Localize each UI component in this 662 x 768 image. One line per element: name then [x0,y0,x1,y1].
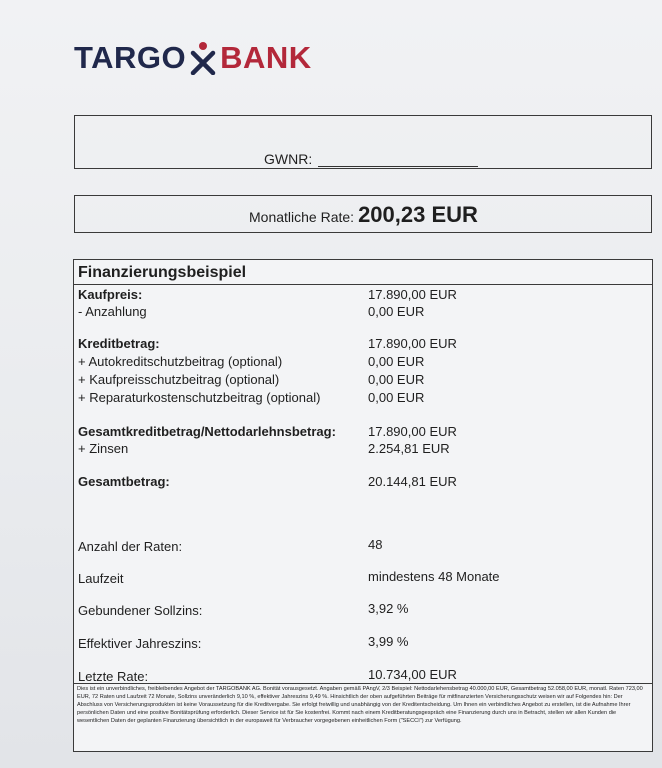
financing-example-box [73,259,653,752]
gwnr-label: GWNR: [264,151,313,167]
row-value: mindestens 48 Monate [368,569,500,584]
row-value: 20.144,81 EUR [368,474,457,489]
row-value: 10.734,00 EUR [368,667,457,682]
financing-title: Finanzierungsbeispiel [78,264,247,281]
gwnr-field [264,151,478,167]
monthly-rate-value: 200,23 EUR [358,202,478,227]
logo-text-targo: TARGO [74,40,187,75]
row-value: 0,00 EUR [368,372,425,387]
row-value: 3,92 % [368,601,409,616]
gwnr-box [74,115,652,169]
row-value: 48 [368,537,383,552]
monthly-rate [249,202,478,228]
row-value: 0,00 EUR [368,304,425,319]
row-label: Kaufpreis: [78,287,143,302]
row-label: Gebundener Sollzins: [78,603,203,618]
row-label: Gesamtkreditbetrag/Nettodarlehnsbetrag: [78,424,336,439]
row-value: 17.890,00 EUR [368,336,457,351]
row-value: 0,00 EUR [368,354,425,369]
title-divider [74,284,652,285]
row-label: Laufzeit [78,571,124,586]
monthly-rate-label: Monatliche Rate: [249,209,355,225]
row-label: + Autokreditschutzbeitrag (optional) [78,354,283,369]
monthly-rate-box [74,195,652,233]
row-label: Gesamtbetrag: [78,474,170,489]
row-label: Anzahl der Raten: [78,539,183,554]
row-label: - Anzahlung [78,304,147,319]
gwnr-blank-line [318,152,478,167]
row-label: + Zinsen [78,441,129,456]
row-label: + Kaufpreisschutzbeitrag (optional) [78,372,280,387]
targobank-logo [74,40,312,76]
disclaimer-text: Dies ist ein unverbindliches, freibleibendes Angebot der TARGOBANK AG. Bonität vorausgesetzt. Angaben gemäß PAngV, 2/3 Beispiel: Nettodarlehensbetrag 40.000,00 EUR, Gesamtbetrag 52.058,00 EUR, monatl. Raten 723,00 EUR, 72 Raten und Laufzeit 72 Monate, Sollzins unveränderlich 9,10 %, effektiver Jahreszins 9,49 %. Hinsichtlich der oben aufgeführten Beiträge für mitfinanzierten Versicherungsschutz weisen wir auf Folgendes hin: Der Abschluss von Versicherungsprodukten ist keine Voraussetzung für die Kreditvergabe. Sie erfolgt freiwillig und unabhängig von der Kreditentscheidung. Um Ihnen ein verbindliches Angebot zu erstellen, ist die Aufnahme Ihrer persönlichen Daten und eine positive Bonitätsprüfung erforderlich. Dieser Service ist für Sie kostenfrei. Kommt nach einem Kreditberatungsgespräch eine Finanzierung durch uns in Betracht, stellen wir allen Kunden die wesentlichen Daten der geplanten Finanzierung übersichtlich in der europaweit für Verbraucher vorgegebenen einheitlichen Form ("SECCI") zur Verfügung. [77,686,643,724]
row-label: Letzte Rate: [78,669,149,684]
row-value: 17.890,00 EUR [368,424,457,439]
logo-text-bank: BANK [220,40,312,75]
row-label: Effektiver Jahreszins: [78,636,202,651]
row-label: + Reparaturkostenschutzbeitrag (optional) [78,390,321,405]
row-label: Kreditbetrag: [78,336,160,351]
logo-x-mark-icon [190,41,216,75]
row-value: 17.890,00 EUR [368,287,457,302]
row-value: 3,99 % [368,634,409,649]
disclaimer-divider [74,683,652,684]
row-value: 2.254,81 EUR [368,441,450,456]
row-value: 0,00 EUR [368,390,425,405]
